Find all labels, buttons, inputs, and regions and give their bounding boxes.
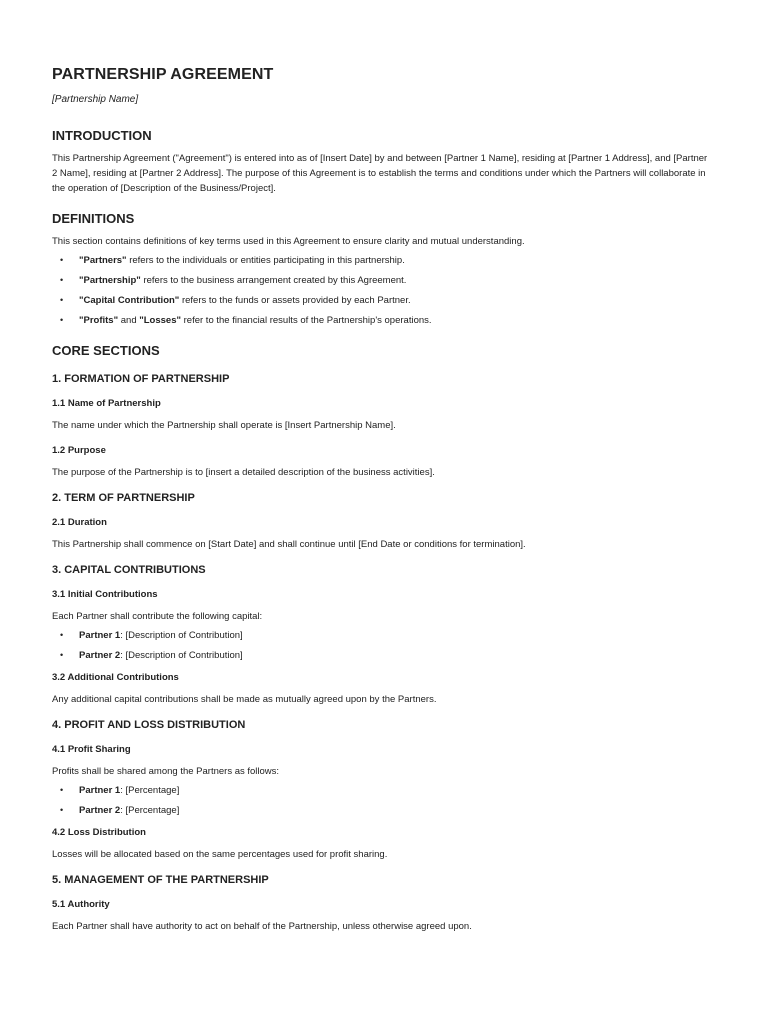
percentage: : [Percentage] [120, 805, 180, 816]
section-2-heading: 2. TERM OF PARTNERSHIP [52, 492, 195, 504]
section-4-2-heading: 4.2 Loss Distribution [52, 827, 146, 838]
section-3-1-heading: 3.1 Initial Contributions [52, 589, 158, 600]
section-2-1-heading: 2.1 Duration [52, 517, 107, 528]
definitions-intro: This section contains definitions of key terms used in this Agreement to ensure clarity and mutual understanding. [52, 236, 525, 247]
connector: and [118, 315, 140, 326]
contribution: : [Description of Contribution] [120, 630, 243, 641]
list-item [52, 313, 710, 328]
bullet-icon: • [60, 650, 64, 660]
section-5-1-heading: 5.1 Authority [52, 899, 110, 910]
term: "Profits" [79, 315, 119, 326]
section-2-1-text: This Partnership shall commence on [Start Date] and shall continue until [End Date or conditions for termination]. [52, 539, 526, 550]
list-item [52, 783, 710, 798]
list-item [52, 648, 710, 663]
definitions-list [52, 253, 710, 328]
partner-label: Partner 2 [79, 650, 121, 661]
section-5-1-text: Each Partner shall have authority to act on behalf of the Partnership, unless otherwise agreed upon. [52, 921, 472, 932]
partner-label: Partner 1 [79, 785, 121, 796]
section-4-2-text: Losses will be allocated based on the same percentages used for profit sharing. [52, 849, 388, 860]
section-5-heading: 5. MANAGEMENT OF THE PARTNERSHIP [52, 874, 269, 886]
term: "Partners" [79, 255, 127, 266]
partner-label: Partner 1 [79, 630, 121, 641]
term: "Capital Contribution" [79, 295, 180, 306]
definition: refers to the business arrangement created by this Agreement. [140, 275, 407, 286]
section-4-1-heading: 4.1 Profit Sharing [52, 744, 131, 755]
term: "Losses" [139, 315, 181, 326]
section-3-heading: 3. CAPITAL CONTRIBUTIONS [52, 564, 206, 576]
section-1-heading: 1. FORMATION OF PARTNERSHIP [52, 373, 230, 385]
section-4-heading: 4. PROFIT AND LOSS DISTRIBUTION [52, 719, 246, 731]
section-4-1-text: Profits shall be shared among the Partners as follows: [52, 766, 280, 777]
list-item [52, 293, 710, 308]
profit-sharing-list [52, 783, 710, 818]
section-1-2-text: The purpose of the Partnership is to [insert a detailed description of the business activities]. [52, 467, 435, 478]
term: "Partnership" [79, 275, 141, 286]
percentage: : [Percentage] [120, 785, 180, 796]
bullet-icon: • [60, 315, 64, 325]
section-1-1-heading: 1.1 Name of Partnership [52, 398, 161, 409]
section-3-2-heading: 3.2 Additional Contributions [52, 672, 179, 683]
document-title: PARTNERSHIP AGREEMENT [52, 66, 274, 83]
bullet-icon: • [60, 630, 64, 640]
partnership-name-placeholder: [Partnership Name] [52, 94, 139, 105]
bullet-icon: • [60, 275, 64, 285]
bullet-icon: • [60, 785, 64, 795]
bullet-icon: • [60, 295, 64, 305]
list-item [52, 273, 710, 288]
definitions-heading: DEFINITIONS [52, 211, 135, 226]
core-sections-heading: CORE SECTIONS [52, 343, 160, 358]
list-item [52, 628, 710, 643]
definition: refers to the funds or assets provided by each Partner. [179, 295, 411, 306]
partner-label: Partner 2 [79, 805, 121, 816]
introduction-heading: INTRODUCTION [52, 128, 152, 143]
list-item [52, 803, 710, 818]
section-1-1-text: The name under which the Partnership shall operate is [Insert Partnership Name]. [52, 420, 396, 431]
section-1-2-heading: 1.2 Purpose [52, 445, 106, 456]
bullet-icon: • [60, 255, 64, 265]
section-3-2-text: Any additional capital contributions shall be made as mutually agreed upon by the Partners. [52, 694, 437, 705]
list-item [52, 253, 710, 268]
contributions-list [52, 628, 710, 663]
section-3-1-text: Each Partner shall contribute the following capital: [52, 611, 263, 622]
bullet-icon: • [60, 805, 64, 815]
introduction-text: This Partnership Agreement ("Agreement") is entered into as of [Insert Date] by and between [Partner 1 Name], residing at [Partner 1 Address], and [Partner 2 Name], residing at [Partner 2 Address]. The purpose of this Agreement is to establish the terms and conditions under which the Partners will collaborate in the operation of [Description of the Business/Project]. [52, 153, 708, 194]
definition: refers to the individuals or entities participating in this partnership. [126, 255, 405, 266]
definition: refer to the financial results of the Partnership's operations. [181, 315, 432, 326]
contribution: : [Description of Contribution] [120, 650, 243, 661]
